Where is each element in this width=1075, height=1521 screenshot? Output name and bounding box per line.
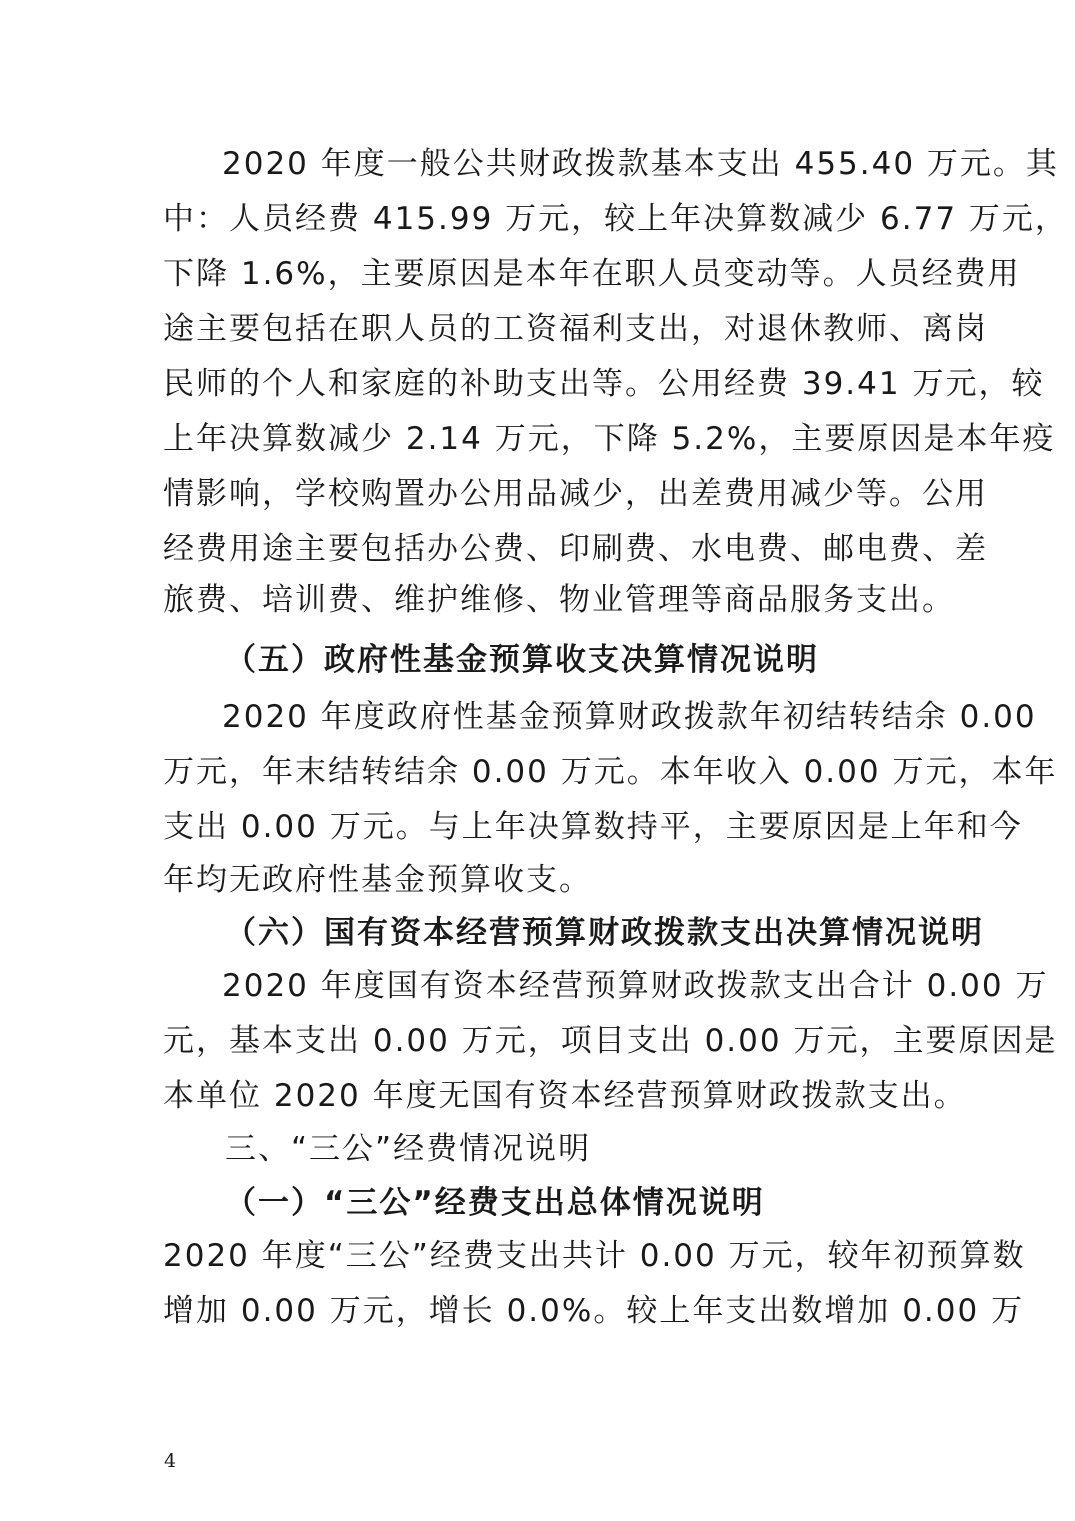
subheading-1: （一）“三公”经费支出总体情况说明	[225, 1185, 765, 1221]
paragraph-4-line-2: 增加 0.00 万元，增长 0.0%。较上年支出数增加 0.00 万	[163, 1293, 1025, 1329]
paragraph-1-line-1: 2020 年度一般公共财政拨款基本支出 455.40 万元。其	[222, 146, 1059, 182]
section-3-heading: 三、“三公”经费情况说明	[225, 1131, 592, 1167]
heading-section-5: （五）政府性基金预算收支决算情况说明	[225, 642, 819, 678]
paragraph-2-line-3: 支出 0.00 万元。与上年决算数持平，主要原因是上年和今	[163, 809, 1023, 845]
paragraph-3-line-1: 2020 年度国有资本经营预算财政拨款支出合计 0.00 万	[222, 968, 1049, 1004]
page-number: 4	[164, 1450, 177, 1472]
paragraph-1-line-9: 旅费、培训费、维护维修、物业管理等商品服务支出。	[163, 582, 955, 618]
paragraph-1-line-7: 情影响，学校购置办公用品减少，出差费用减少等。公用	[163, 476, 988, 512]
paragraph-2-line-2: 万元，年末结转结余 0.00 万元。本年收入 0.00 万元，本年	[163, 754, 1058, 790]
paragraph-1-line-3: 下降 1.6%，主要原因是本年在职人员变动等。人员经费用	[163, 256, 1021, 292]
paragraph-3-line-3: 本单位 2020 年度无国有资本经营预算财政拨款支出。	[163, 1078, 967, 1114]
paragraph-1-line-5: 民师的个人和家庭的补助支出等。公用经费 39.41 万元，较	[163, 366, 1045, 402]
paragraph-1-line-4: 途主要包括在职人员的工资福利支出，对退休教师、离岗	[163, 311, 988, 347]
heading-section-6: （六）国有资本经营预算财政拨款支出决算情况说明	[225, 915, 984, 951]
paragraph-3-line-2: 元，基本支出 0.00 万元，项目支出 0.00 万元，主要原因是	[163, 1023, 1058, 1059]
paragraph-2-line-1: 2020 年度政府性基金预算财政拨款年初结转结余 0.00	[222, 699, 1037, 735]
paragraph-1-line-6: 上年决算数减少 2.14 万元，下降 5.2%，主要原因是本年疫	[163, 421, 1056, 457]
paragraph-1-line-2: 中：人员经费 415.99 万元，较上年决算数减少 6.77 万元，	[163, 201, 1068, 237]
paragraph-4-line-1: 2020 年度“三公”经费支出共计 0.00 万元，较年初预算数	[163, 1238, 1026, 1274]
paragraph-2-line-4: 年均无政府性基金预算收支。	[163, 862, 592, 898]
paragraph-1-line-8: 经费用途主要包括办公费、印刷费、水电费、邮电费、差	[163, 531, 988, 567]
